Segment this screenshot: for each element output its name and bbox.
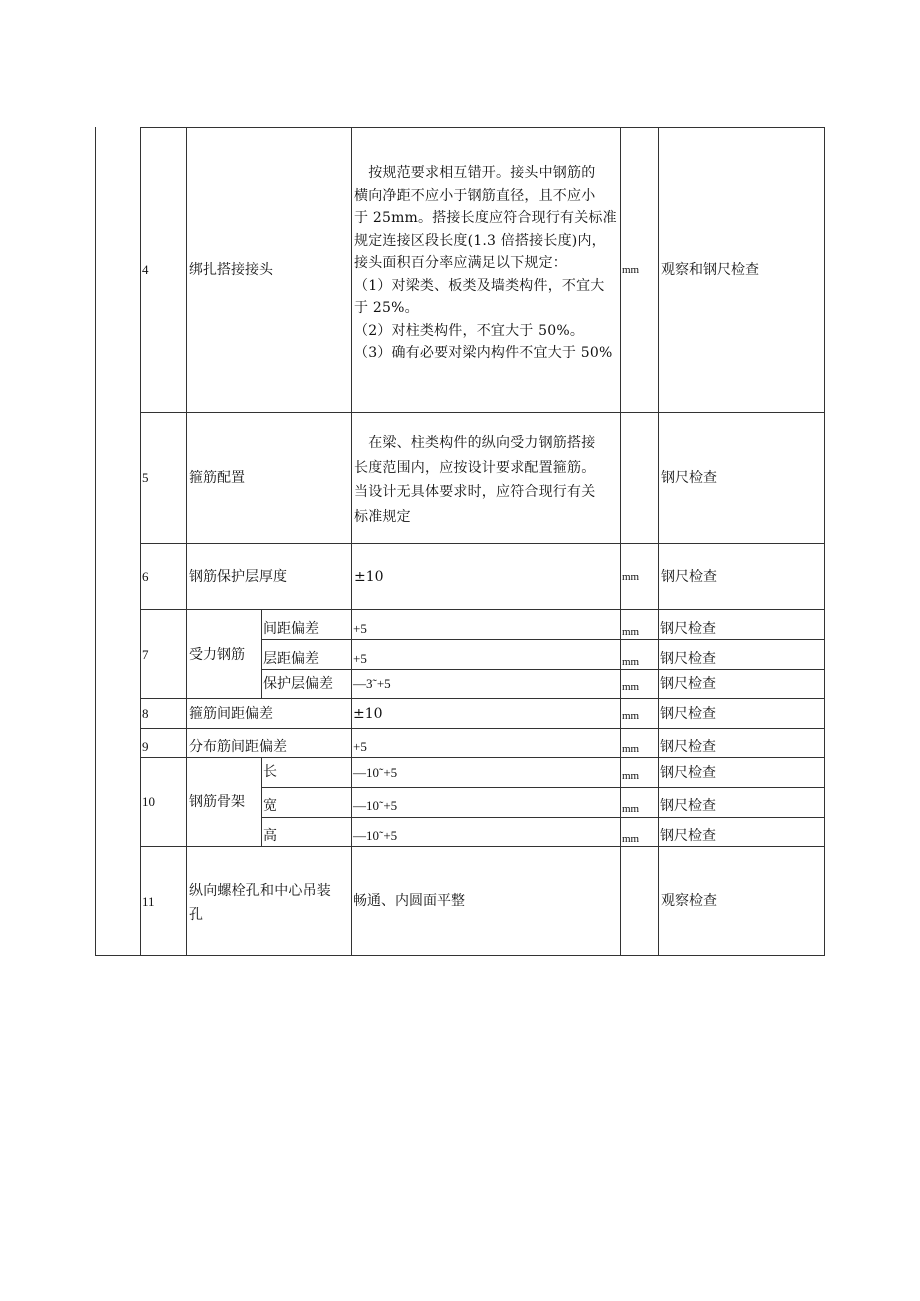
inspection-method: 钢尺检查 [660, 828, 716, 844]
item-name: 绑扎搭接接头 [189, 262, 273, 278]
item-name: 受力钢筋 [189, 647, 245, 663]
row-number: 11 [142, 894, 155, 909]
inspection-method: 钢尺检查 [660, 739, 716, 755]
inspection-method: 钢尺检查 [660, 676, 716, 692]
unit: mm [622, 833, 640, 845]
inspection-method: 观察和钢尺检查 [661, 262, 759, 278]
requirement-text [354, 431, 595, 529]
text-line: 于 25mm。搭接长度应符合现行有关标准 [354, 210, 617, 226]
item-name [189, 879, 331, 927]
tolerance-value: —10˜+5 [353, 798, 398, 813]
row-number: 4 [142, 262, 149, 277]
tolerance-value: ±10 [353, 706, 383, 722]
text-line: （2）对柱类构件，不宜大于 50%。 [354, 322, 585, 339]
tolerance-value: +5 [353, 621, 367, 636]
text-line: 按规范要求相互错开。接头中钢筋的 [354, 165, 596, 181]
row-number: 9 [142, 739, 149, 754]
text-line: 长度范围内，应按设计要求配置箍筋。 [354, 459, 596, 476]
item-name: 钢筋保护层厚度 [189, 569, 287, 585]
tolerance-value: —10˜+5 [353, 828, 398, 843]
requirement-text [354, 162, 617, 365]
inspection-method: 钢尺检查 [660, 706, 716, 722]
row-number: 8 [142, 706, 149, 721]
unit: mm [622, 803, 640, 815]
sub-item-name: 宽 [263, 798, 277, 814]
inspection-method: 钢尺检查 [660, 798, 716, 814]
unit: mm [622, 743, 640, 755]
grid-line [261, 669, 825, 670]
grid-line [95, 955, 825, 956]
grid-line [186, 127, 187, 956]
row-number: 10 [142, 794, 155, 809]
inspection-method: 钢尺检查 [661, 569, 717, 585]
unit: mm [622, 710, 640, 722]
unit: mm [622, 770, 640, 782]
item-name: 箍筋间距偏差 [189, 706, 273, 722]
grid-line [140, 543, 825, 544]
grid-line [140, 698, 825, 699]
grid-line [261, 639, 825, 640]
item-name: 钢筋骨架 [189, 794, 245, 810]
tolerance-value: —3˜+5 [353, 676, 391, 691]
grid-line [140, 728, 825, 729]
text-line: 纵向螺栓孔和中心吊装 [189, 883, 331, 899]
grid-line [95, 127, 96, 956]
row-number: 6 [142, 569, 149, 584]
item-name: 箍筋配置 [189, 470, 245, 486]
grid-line [351, 127, 352, 956]
text-line: 当设计无具体要求时，应符合现行有关 [354, 484, 596, 500]
text-line: 接头面积百分率应满足以下规定： [354, 255, 567, 271]
inspection-method: 钢尺检查 [660, 621, 716, 637]
text-line: 在梁、柱类构件的纵向受力钢筋搭接 [354, 435, 596, 451]
grid-line [261, 817, 825, 818]
tolerance-value: ±10 [354, 569, 384, 585]
row-number: 7 [142, 647, 149, 662]
inspection-method: 钢尺检查 [660, 651, 716, 667]
text-line: （1）对梁类、板类及墙类构件，不宜大 [354, 277, 605, 294]
grid-line [140, 757, 825, 758]
grid-line [140, 127, 825, 128]
grid-line [140, 412, 825, 413]
tolerance-value: —10˜+5 [353, 765, 398, 780]
text-line: 标准规定 [354, 508, 411, 525]
unit: mm [622, 681, 640, 693]
text-line: 规定连接区段长度(1.3 倍搭接长度)内， [354, 232, 606, 249]
sub-item-name: 层距偏差 [263, 651, 319, 667]
grid-line [824, 127, 825, 956]
row-number: 5 [142, 470, 149, 485]
text-line: （3）确有必要对梁内构件不宜大于 50% [354, 345, 613, 361]
text-line: 孔 [189, 907, 204, 923]
item-name: 分布筋间距偏差 [189, 739, 287, 755]
grid-line [140, 127, 141, 956]
text-line: 于 25%。 [354, 300, 419, 316]
grid-line [261, 758, 262, 847]
inspection-method: 钢尺检查 [661, 470, 717, 486]
tolerance-value: 畅通、内圆面平整 [353, 893, 465, 909]
tolerance-value: +5 [353, 651, 367, 666]
grid-line [140, 609, 825, 610]
inspection-method: 钢尺检查 [660, 765, 716, 781]
unit: mm [622, 656, 640, 668]
inspection-method: 观察检查 [661, 893, 717, 909]
sub-item-name: 高 [263, 828, 277, 844]
text-line: 横向净距不应小于钢筋直径，且不应小 [354, 187, 596, 204]
sub-item-name: 间距偏差 [263, 621, 319, 637]
grid-line [261, 610, 262, 699]
grid-line [620, 127, 621, 956]
sub-item-name: 保护层偏差 [263, 676, 333, 692]
grid-line [261, 787, 825, 788]
grid-line [140, 846, 825, 847]
unit: mm [622, 264, 640, 276]
sub-item-name: 长 [263, 764, 277, 780]
unit: mm [622, 626, 640, 638]
tolerance-value: +5 [353, 739, 367, 754]
grid-line [658, 127, 659, 956]
unit: mm [622, 571, 640, 583]
